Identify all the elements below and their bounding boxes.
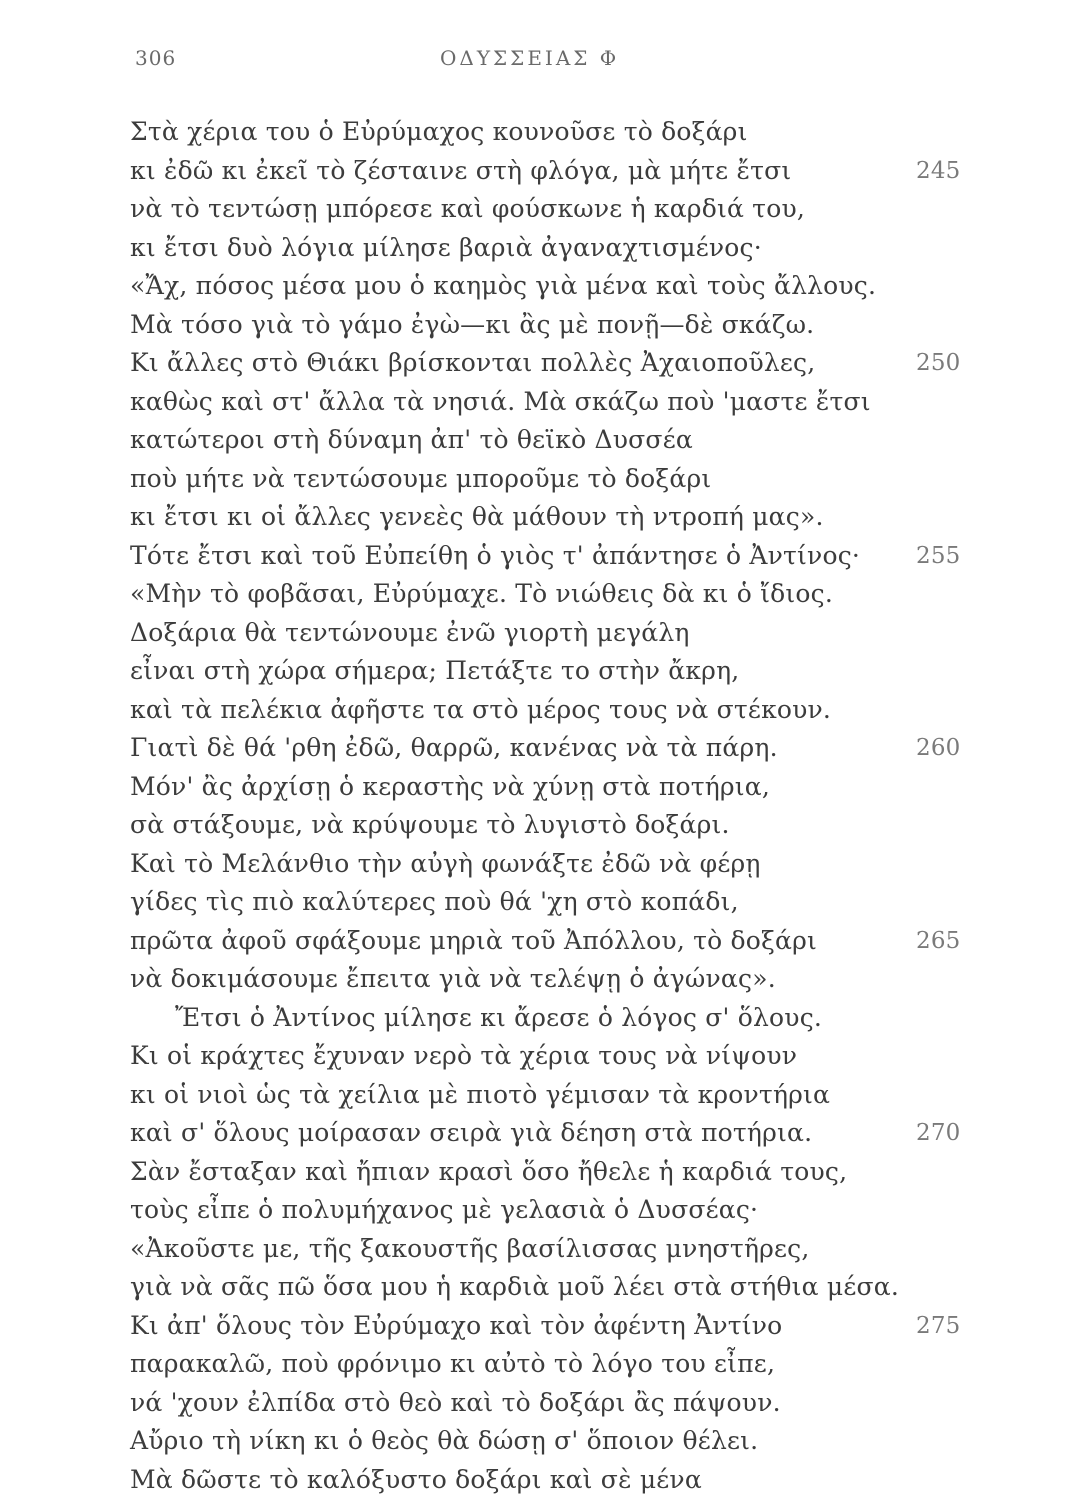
verse-line xyxy=(130,922,970,961)
verse-line xyxy=(130,999,970,1038)
verse-line xyxy=(130,537,970,576)
page-number: 306 xyxy=(135,46,177,70)
verse-line xyxy=(130,1268,970,1307)
verse-line xyxy=(130,883,970,922)
verse-line xyxy=(130,575,970,614)
verse-line xyxy=(130,960,970,999)
verse-text: Σὰν ἔσταξαν καὶ ἤπιαν κρασὶ ὅσο ἤθελε ἡ καρδιά τους, xyxy=(130,1156,848,1186)
verse-text: Κι ἀπ' ὅλους τὸν Εὐρύμαχο καὶ τὸν ἀφέντη Ἀντίνο xyxy=(130,1310,783,1340)
verse-text: κι ἔτσι δυὸ λόγια μίλησε βαριὰ ἀγαναχτισμένος· xyxy=(130,232,762,262)
verse-line xyxy=(130,768,970,807)
line-number: 275 xyxy=(916,1312,961,1339)
verse-text: «Ἀκοῦστε με, τῆς ξακουστῆς βασίλισσας μνηστῆρες, xyxy=(130,1233,810,1263)
verse-text: «Ἄχ, πόσος μέσα μου ὁ καημὸς γιὰ μένα καὶ τοὺς ἄλλους. xyxy=(130,271,877,300)
verse-line xyxy=(130,344,970,383)
verse-text: Κι οἱ κράχτες ἔχυναν νερὸ τὰ χέρια τους νὰ νίψουν xyxy=(130,1041,798,1070)
verse-text: γίδες τὶς πιὸ καλύτερες ποὺ θά 'χη στὸ κοπάδι, xyxy=(130,887,739,916)
line-number: 255 xyxy=(916,542,961,569)
verse-text: Τότε ἔτσι καὶ τοῦ Εὐπείθη ὁ γιὸς τ' ἀπάντησε ὁ Ἀντίνος· xyxy=(130,540,861,570)
verse-text: εἶναι στὴ χώρα σήμερα; Πετάξτε το στὴν ἄκρη, xyxy=(130,656,740,685)
verse-line xyxy=(130,1384,970,1423)
verse-text: παρακαλῶ, ποὺ φρόνιμο κι αὐτὸ τὸ λόγο του εἶπε, xyxy=(130,1349,776,1378)
verse-text: Γιατὶ δὲ θά 'ρθη ἐδῶ, θαρρῶ, κανένας νὰ τὰ πάρη. xyxy=(130,733,778,762)
verse-line xyxy=(130,460,970,499)
poem-text-block xyxy=(130,113,970,1499)
line-number: 270 xyxy=(916,1120,961,1146)
verse-text: Μὰ τόσο γιὰ τὸ γάμο ἐγὼ—κι ἂς μὲ πονῇ—δὲ σκάζω. xyxy=(130,309,815,339)
verse-line xyxy=(130,845,970,884)
running-title: ΟΔΥΣΣΕΙΑΣ Φ xyxy=(440,46,620,70)
verse-text: Καὶ τὸ Μελάνθιο τὴν αὐγὴ φωνάξτε ἐδῶ νὰ φέρῃ xyxy=(130,848,761,878)
verse-text: νὰ τὸ τεντώσῃ μπόρεσε καὶ φούσκωνε ἡ καρδιά του, xyxy=(130,194,806,223)
verse-text: Στὰ χέρια του ὁ Εὐρύμαχος κουνοῦσε τὸ δοξάρι xyxy=(130,117,748,146)
verse-text: καὶ σ' ὅλους μοίρασαν σειρὰ γιὰ δέηση στὰ ποτήρια. xyxy=(130,1118,813,1147)
verse-line xyxy=(130,383,970,422)
verse-text: Μόν' ἂς ἀρχίσῃ ὁ κεραστὴς νὰ χύνῃ στὰ ποτήρια, xyxy=(130,771,771,801)
verse-line xyxy=(130,1037,970,1076)
line-number: 265 xyxy=(916,927,961,954)
verse-text: ποὺ μήτε νὰ τεντώσουμε μποροῦμε τὸ δοξάρι xyxy=(130,463,712,493)
verse-text: Αὔριο τὴ νίκη κι ὁ θεὸς θὰ δώσῃ σ' ὅποιον θέλει. xyxy=(130,1426,759,1455)
verse-line xyxy=(130,1230,970,1269)
verse-text: Δοξάρια θὰ τεντώνουμε ἐνῶ γιορτὴ μεγάλη xyxy=(130,617,690,647)
verse-line xyxy=(130,498,970,537)
verse-text: κι ἐδῶ κι ἐκεῖ τὸ ζέσταινε στὴ φλόγα, μὰ μήτε ἔτσι xyxy=(130,155,792,185)
verse-line xyxy=(130,190,970,229)
verse-text: κι ἔτσι κι οἱ ἄλλες γενεὲς θὰ μάθουν τὴ ντροπή μας». xyxy=(130,502,824,531)
verse-text: κατώτεροι στὴ δύναμη ἀπ' τὸ θεϊκὸ Δυσσέα xyxy=(130,425,693,454)
verse-line xyxy=(130,421,970,460)
verse-text: Ἔτσι ὁ Ἀντίνος μίλησε κι ἄρεσε ὁ λόγος σ' ὅλους. xyxy=(175,1002,823,1032)
verse-line xyxy=(130,1114,970,1153)
verse-text: κι οἱ νιοὶ ὡς τὰ χείλια μὲ πιοτὸ γέμισαν τὰ κροντήρια xyxy=(130,1079,831,1109)
verse-line xyxy=(130,1153,970,1192)
verse-text: «Μὴν τὸ φοβᾶσαι, Εὐρύμαχε. Τὸ νιώθεις δὰ κι ὁ ἴδιος. xyxy=(130,579,833,608)
verse-text: πρῶτα ἀφοῦ σφάξουμε μηριὰ τοῦ Ἀπόλλου, τὸ δοξάρι xyxy=(130,925,818,955)
verse-line xyxy=(130,306,970,345)
verse-line xyxy=(130,229,970,268)
line-number: 245 xyxy=(916,157,961,184)
verse-line xyxy=(130,1345,970,1384)
line-number: 260 xyxy=(916,735,961,761)
verse-line xyxy=(130,1422,970,1461)
verse-text: γιὰ νὰ σᾶς πῶ ὅσα μου ἡ καρδιὰ μοῦ λέει στὰ στήθια μέσα. xyxy=(130,1272,899,1301)
verse-line xyxy=(130,113,970,152)
verse-text: Κι ἄλλες στὸ Θιάκι βρίσκονται πολλὲς Ἀχαιοποῦλες, xyxy=(130,348,816,377)
verse-line xyxy=(130,691,970,730)
running-head xyxy=(0,46,1076,76)
verse-line xyxy=(130,652,970,691)
verse-line xyxy=(130,267,970,306)
verse-text: νά 'χουν ἐλπίδα στὸ θεὸ καὶ τὸ δοξάρι ἂς πάψουν. xyxy=(130,1387,781,1417)
verse-text: καθὼς καὶ στ' ἄλλα τὰ νησιά. Μὰ σκάζω ποὺ 'μαστε ἔτσι xyxy=(130,386,871,416)
verse-line xyxy=(130,1307,970,1346)
verse-text: τοὺς εἶπε ὁ πολυμήχανος μὲ γελασιὰ ὁ Δυσσέας· xyxy=(130,1195,759,1224)
verse-text: νὰ δοκιμάσουμε ἔπειτα γιὰ νὰ τελέψῃ ὁ ἀγώνας». xyxy=(130,964,776,993)
verse-text: Μὰ δῶστε τὸ καλόξυστο δοξάρι καὶ σὲ μένα xyxy=(130,1464,702,1494)
verse-line xyxy=(130,1076,970,1115)
verse-text: καὶ τὰ πελέκια ἀφῆστε τα στὸ μέρος τους νὰ στέκουν. xyxy=(130,694,832,724)
verse-line xyxy=(130,152,970,191)
line-number: 250 xyxy=(916,350,961,376)
verse-line xyxy=(130,1461,970,1500)
verse-line xyxy=(130,1191,970,1230)
verse-line xyxy=(130,729,970,768)
verse-text: σὰ στάξουμε, νὰ κρύψουμε τὸ λυγιστὸ δοξάρι. xyxy=(130,810,730,839)
verse-line xyxy=(130,614,970,653)
verse-line xyxy=(130,806,970,845)
